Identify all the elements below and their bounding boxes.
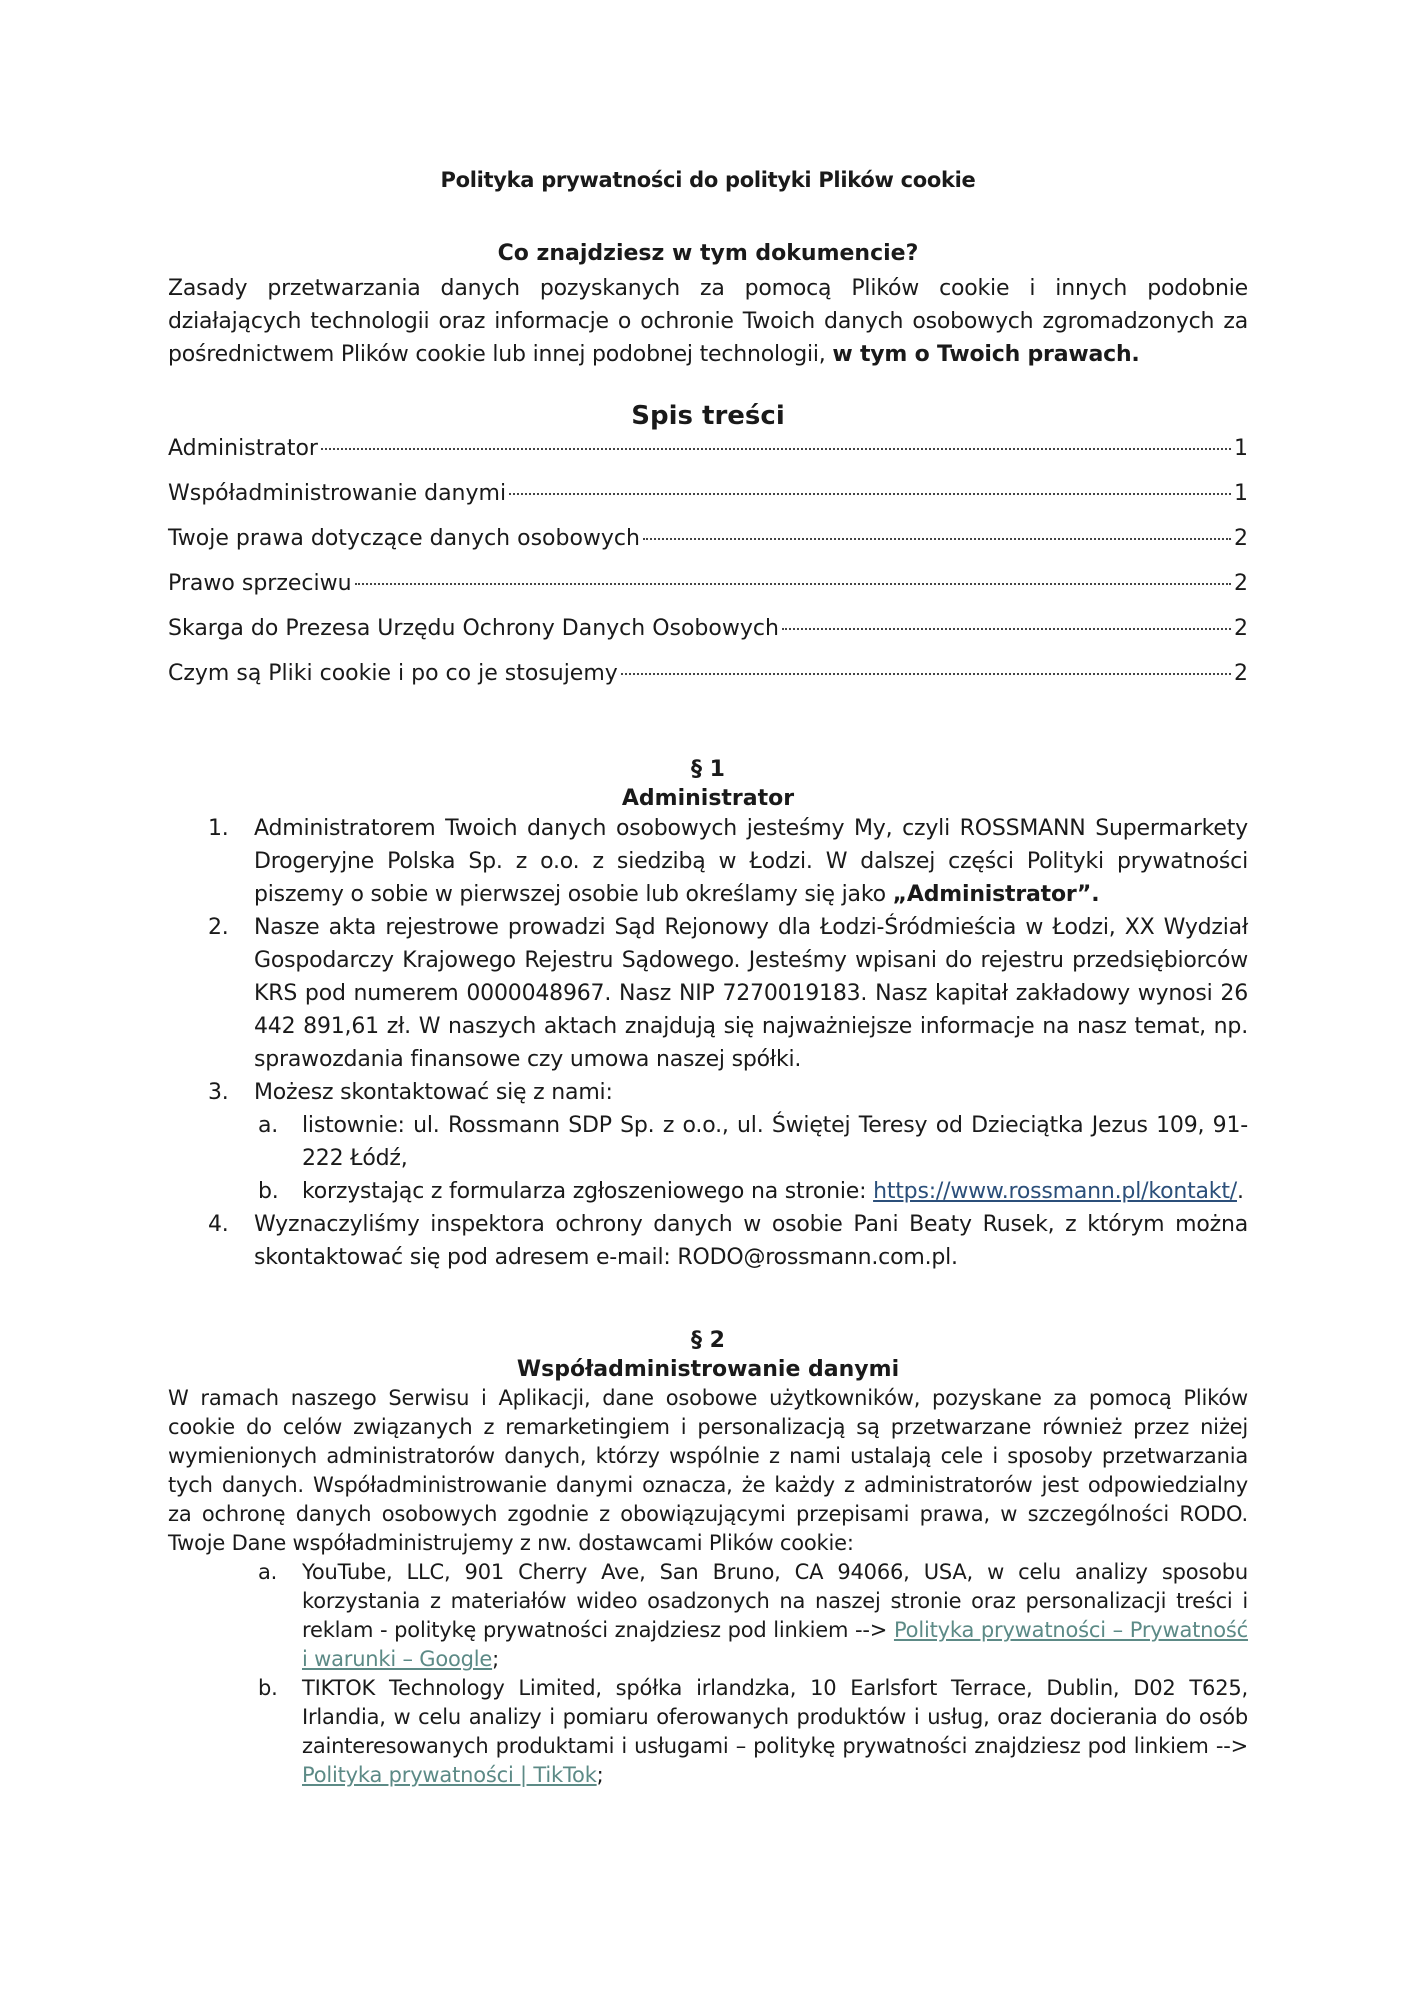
toc-item-page: 2	[1234, 571, 1248, 596]
document-subheading: Co znajdziesz w tym dokumencie?	[497, 241, 919, 266]
list-item-text: Wyznaczyliśmy inspektora ochrony danych w osobie Pani Beaty Rusek, z którym można skontaktować się pod adresem e-mail: RODO@rossmann.com.pl.	[254, 1212, 1248, 1270]
toc-leader-dots	[621, 673, 1231, 675]
list-item	[168, 1076, 1248, 1109]
section-1-list	[168, 812, 1248, 1274]
sub-list-item-text: YouTube, LLC, 901 Cherry Ave, San Bruno, CA 94066, USA, w celu analizy sposobu korzystania z materiałów wideo osadzonych na naszej stronie oraz personalizacji treści i reklam - politykę prywatności znajdziesz pod linkiem -->	[302, 1560, 1248, 1642]
sub-list-item-punctuation: ;	[596, 1763, 604, 1787]
toc-item-page: 2	[1234, 616, 1248, 641]
section-2-list	[168, 1558, 1248, 1790]
list-item	[168, 1208, 1248, 1274]
toc-leader-dots	[782, 628, 1231, 630]
list-item-number: 2.	[208, 915, 229, 940]
intro-bold-text: w tym o Twoich prawach.	[832, 342, 1140, 367]
sub-list-item	[168, 1674, 1248, 1790]
list-item-bold-text: „Administrator”.	[892, 882, 1100, 907]
intro-paragraph	[168, 272, 1248, 371]
toc-item[interactable]	[168, 526, 1248, 571]
section-2-paragraph: W ramach naszego Serwisu i Aplikacji, dane osobowe użytkowników, pozyskane za pomocą Plików cookie do celów związanych z remarketingiem i personalizacją są przetwarzane również przez niżej wymienionych administratorów danych, którzy wspólnie z nami ustalają cele i sposoby przetwarzania tych danych. Współadministrowanie danymi oznacza, że każdy z administratorów jest odpowiedzialny za ochronę danych osobowych zgodnie z obowiązującymi przepisami prawa, w szczególności RODO. Twoje Dane współadministrujemy z nw. dostawcami Plików cookie:	[168, 1386, 1248, 1555]
sub-list-item-letter: a.	[258, 1113, 279, 1138]
toc-leader-dots	[355, 583, 1231, 585]
toc-item[interactable]	[168, 571, 1248, 616]
section-2-title: Współadministrowanie danymi	[516, 1357, 900, 1382]
toc-item-label: Skarga do Prezesa Urzędu Ochrony Danych Osobowych	[168, 616, 779, 641]
table-of-contents	[168, 436, 1248, 706]
toc-item-page: 2	[1234, 661, 1248, 686]
toc-item[interactable]	[168, 616, 1248, 661]
sub-list-item	[168, 1109, 1248, 1175]
sub-list-item-punctuation: .	[1236, 1179, 1244, 1204]
toc-item-page: 2	[1234, 526, 1248, 551]
toc-item-label: Twoje prawa dotyczące danych osobowych	[168, 526, 640, 551]
sub-list-item-letter: a.	[258, 1560, 278, 1584]
sub-list-item-text: TIKTOK Technology Limited, spółka irlandzka, 10 Earlsfort Terrace, Dublin, D02 T625, Irlandia, w celu analizy i pomiaru oferowanych produktów i usług, oraz docierania do osób zainteresowanych produktami i usługami – politykę prywatności znajdziesz pod linkiem -->	[302, 1676, 1248, 1758]
toc-item-label: Czym są Pliki cookie i po co je stosujemy	[168, 661, 618, 686]
list-item-text: Nasze akta rejestrowe prowadzi Sąd Rejonowy dla Łodzi-Śródmieścia w Łodzi, XX Wydział Gospodarczy Krajowego Rejestru Sądowego. Jesteśmy wpisani do rejestru przedsiębiorców KRS pod numerem 0000048967. Nasz NIP 7270019183. Nasz kapitał zakładowy wynosi 26 442 891,61 zł. W naszych aktach znajdują się najważniejsze informacje na nasz temat, np. sprawozdania finansowe czy umowa naszej spółki.	[254, 915, 1248, 1072]
toc-item-label: Prawo sprzeciwu	[168, 571, 352, 596]
toc-item-page: 1	[1234, 436, 1248, 461]
section-1-number: § 1	[691, 757, 725, 782]
toc-leader-dots	[321, 448, 1231, 450]
section-1-title: Administrator	[621, 786, 795, 811]
intro-text: Zasady przetwarzania danych pozyskanych za pomocą Plików cookie i innych podobnie działających technologii oraz informacje o ochronie Twoich danych osobowych zgromadzonych za pośrednictwem Plików cookie lub innej podobnej technologii,	[168, 276, 1248, 367]
sub-list-item-punctuation: ;	[492, 1647, 499, 1671]
toc-item[interactable]	[168, 436, 1248, 481]
toc-item[interactable]	[168, 661, 1248, 706]
tiktok-privacy-link[interactable]: Polityka prywatności | TikTok	[302, 1763, 597, 1787]
contact-form-link[interactable]: https://www.rossmann.pl/kontakt/	[873, 1179, 1237, 1204]
list-item	[168, 812, 1248, 911]
list-item-number: 1.	[208, 816, 229, 841]
list-item-text: Administratorem Twoich danych osobowych jesteśmy My, czyli ROSSMANN Supermarkety Drogeryjne Polska Sp. z o.o. z siedzibą w Łodzi. W dalszej części Polityki prywatności piszemy o sobie w pierwszej osobie lub określamy się jako	[254, 816, 1248, 907]
toc-item-page: 1	[1234, 481, 1248, 506]
sub-list-item-letter: b.	[258, 1179, 279, 1204]
sub-list-item	[168, 1558, 1248, 1674]
sub-list-item	[168, 1175, 1248, 1208]
toc-title: Spis treści	[631, 401, 785, 431]
google-privacy-link[interactable]: Polityka prywatności – Prywatność i warunki – Google	[302, 1618, 1248, 1671]
sub-list-item-text: korzystając z formularza zgłoszeniowego na stronie:	[302, 1179, 874, 1204]
toc-leader-dots	[643, 538, 1231, 540]
sub-list-item-letter: b.	[258, 1676, 278, 1700]
toc-item-label: Współadministrowanie danymi	[168, 481, 507, 506]
toc-leader-dots	[509, 493, 1231, 495]
toc-item[interactable]	[168, 481, 1248, 526]
list-item-number: 4.	[208, 1212, 229, 1237]
list-item-text: Możesz skontaktować się z nami:	[254, 1080, 613, 1105]
sub-list-item-text: listownie: ul. Rossmann SDP Sp. z o.o., ul. Świętej Teresy od Dzieciątka Jezus 109, 91-222 Łódź,	[302, 1113, 1248, 1171]
section-2-number: § 2	[691, 1328, 725, 1353]
toc-item-label: Administrator	[168, 436, 318, 461]
document-title: Polityka prywatności do polityki Plików cookie	[440, 168, 976, 192]
list-item	[168, 911, 1248, 1076]
list-item-number: 3.	[208, 1080, 229, 1105]
